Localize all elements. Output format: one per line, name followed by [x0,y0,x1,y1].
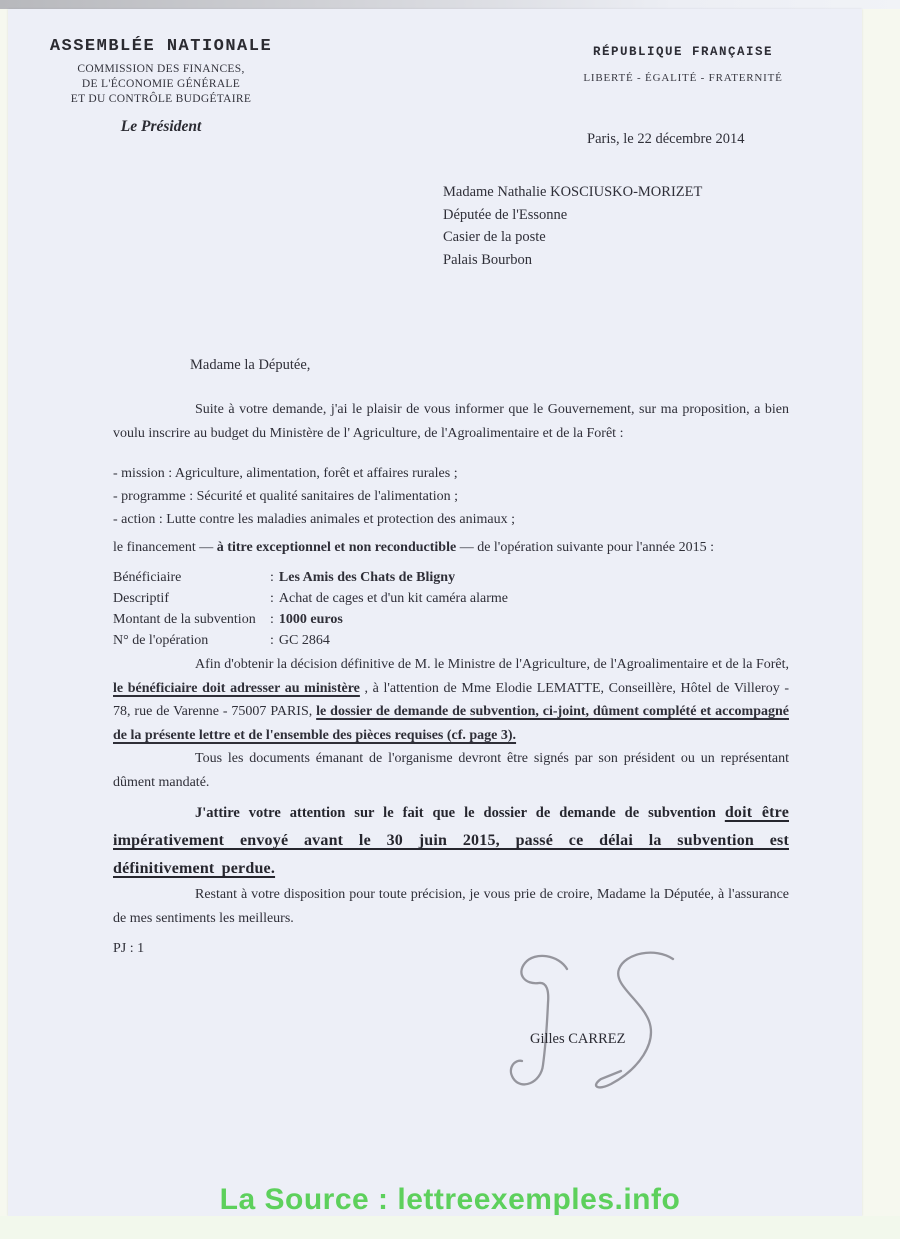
recipient-address-line: Palais Bourbon [443,251,533,268]
list-item-action: - action : Lutte contre les maladies animales et protection des animaux ; [113,512,515,528]
enclosure-note: PJ : 1 [113,941,145,957]
dateline: Paris, le 22 décembre 2014 [587,131,745,147]
table-row [113,567,789,588]
scanner-edge-shadow [0,0,900,9]
letter-paper [8,9,862,1216]
row-colon: : [270,591,274,607]
signature-block [455,945,735,1115]
republic-motto: LIBERTÉ - ÉGALITÉ - FRATERNITÉ [583,72,783,84]
republic-title: RÉPUBLIQUE FRANÇAISE [592,45,774,59]
row-value: GC 2864 [278,633,330,649]
list-item-programme: - programme : Sécurité et qualité sanitaires de l'alimentation ; [113,489,459,505]
recipient-title: Députée de l'Essonne [443,206,568,223]
sender-role: Le Président [120,118,202,135]
recipient-address [443,181,702,271]
row-label: Bénéficiaire [113,570,182,586]
table-row [113,630,789,651]
recipient-name: Madame Nathalie KOSCIUSKO-MORIZET [443,184,703,200]
paragraph-closing: Restant à votre disposition pour toute précision, je vous prie de croire, Madame la Députée, à l'assurance de mes sentiments les meilleurs. [113,887,789,926]
recipient-address-line: Casier de la poste [443,229,546,245]
sender-header [30,37,292,136]
commission-line: COMMISSION DES FINANCES, [77,63,245,75]
source-watermark: La Source : lettreexemples.info [219,1183,681,1216]
paragraph-procedure: Afin d'obtenir la décision définitive de M. le Ministre de l'Agriculture, de l'Agroalimentaire et de la Forêt, le bénéficiaire doit adresser au ministère , à l'attention de Mme Elodie LEMATTE, Conseillère, Hôtel de Villeroy - 78, rue de Varenne - 75007 PARIS, le dossier de demande de subvention, ci-joint, dûment complété et accompagné de la présente lettre et de l'ensemble des pièces requises (cf. page 3). [113,657,789,743]
scan-bottom-strip [0,1216,900,1239]
org-title: ASSEMBLÉE NATIONALE [49,37,273,56]
row-value: Les Amis des Chats de Bligny [278,570,456,586]
letter-body [113,398,789,961]
row-colon: : [270,612,274,628]
row-value: 1000 euros [278,612,343,628]
row-label: Descriptif [113,591,169,607]
row-label: N° de l'opération [113,633,209,649]
budget-list [113,462,789,532]
paragraph-deadline-warning: J'attire votre attention sur le fait que le dossier de demande de subvention doit être impérativement envoyé avant le 30 juin 2015, passé ce délai la subvention est définitivement perdue. [113,804,789,878]
signer-name: Gilles CARREZ [530,1031,626,1047]
row-label: Montant de la subvention [113,612,256,628]
paragraph-intro: Suite à votre demande, j'ai le plaisir de vous informer que le Gouvernement, sur ma proposition, a bien voulu inscrire au budget du Ministère de l' Agriculture, de l'Agroalimentaire et de la Forêt : [113,402,789,441]
grant-details-table [113,567,789,651]
commission-lines [30,62,292,107]
list-item-mission: - mission : Agriculture, alimentation, forêt et affaires rurales ; [113,466,458,481]
paragraph-financement: le financement — à titre exceptionnel et non reconductible — de l'opération suivante pour l'année 2015 : [113,539,714,555]
handwritten-signature-icon [455,945,735,1115]
row-value: Achat de cages et d'un kit caméra alarme [278,591,509,607]
row-colon: : [270,570,274,586]
commission-line: ET DU CONTRÔLE BUDGÉTAIRE [70,93,252,105]
salutation: Madame la Députée, [190,357,311,373]
table-row [113,609,789,630]
commission-line: DE L'ÉCONOMIE GÉNÉRALE [81,78,241,90]
table-row [113,588,789,609]
row-colon: : [270,633,274,649]
paragraph-documents: Tous les documents émanant de l'organisme devront être signés par son président ou un représentant dûment mandaté. [113,751,789,790]
republic-header [574,45,792,84]
